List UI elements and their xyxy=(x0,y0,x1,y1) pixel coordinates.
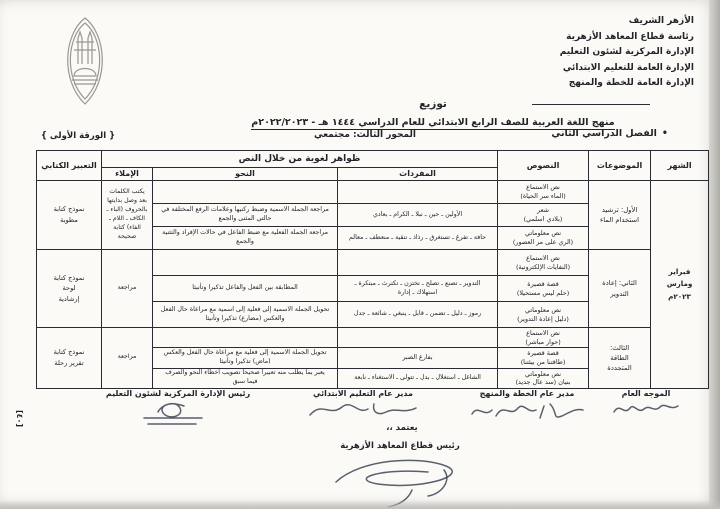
scan-edge-shadow xyxy=(709,0,720,509)
text-type: نص معلوماتي xyxy=(525,305,562,314)
writing-cell: نموذج كتابة تقرير رحلة xyxy=(37,328,102,389)
text-cell xyxy=(498,348,589,368)
scan-edge-shadow xyxy=(0,500,720,509)
approver-title: رئيس قطاع المعاهد الأزهرية xyxy=(340,441,460,451)
text-type: شعر xyxy=(537,206,550,215)
text-cell xyxy=(498,181,589,204)
al-azhar-emblem-icon xyxy=(54,16,116,106)
signature-block-primary-education-director xyxy=(288,389,438,423)
month-cell: فبراير ومارس ٢٠٢٣م xyxy=(651,181,709,389)
grammar-cell: مراجعة الجملة الاسمية وضبط ركنيها وعلامات الرفع المختلفة في حالتي المثنى والجمع xyxy=(153,204,338,227)
col-header-dictation: الإملاء xyxy=(102,168,153,181)
table-row xyxy=(37,328,709,348)
writing-cell: نموذج كتابة مطوية xyxy=(37,181,102,250)
text-cell xyxy=(498,250,589,276)
text-type: قصة قصيرة xyxy=(527,279,559,288)
col-header-month: الشهر xyxy=(651,151,709,181)
col-header-phenomena: ظواهر لغوية من خلال النص xyxy=(102,151,498,168)
table-row xyxy=(37,181,709,204)
text-type: نص معلوماتي xyxy=(525,369,562,378)
text-title: (الماء سر الحياة) xyxy=(520,192,566,200)
signature-block-central-administration-head xyxy=(78,389,278,429)
signature-icon xyxy=(132,399,224,429)
signature-title: مدير عام الخطة والمنهج xyxy=(479,389,575,398)
axis-label: المحور الثالث: مجتمعي xyxy=(313,130,417,140)
text-title: (دليل إعادة التدوير) xyxy=(517,314,569,323)
page-number-text: [٤٠] xyxy=(14,409,24,428)
signature-title: مدير عام التعليم الابتدائي xyxy=(312,389,413,398)
text-type: نص معلوماتي xyxy=(525,229,562,238)
dictation-cell: مراجعة xyxy=(102,328,153,389)
vocab-cell: التدوير ـ تصنع ـ تصلح ـ تختزن ـ تكترث ـ مبتكرة ـ استهلاك ـ إدارة xyxy=(338,276,498,302)
col-header-vocab: المفردات xyxy=(338,168,498,181)
text-title: (الري على مر العصور) xyxy=(512,238,574,246)
page-number xyxy=(12,406,26,446)
col-header-writing: التعبير الكتابي xyxy=(37,151,102,181)
signature-block-general-supervisor xyxy=(606,389,686,419)
col-header-grammar: النحو xyxy=(153,168,338,181)
text-cell xyxy=(498,227,589,250)
grammar-cell xyxy=(153,328,338,348)
semester-label xyxy=(551,128,668,139)
curriculum-table xyxy=(36,150,709,389)
text-title: (طاقتنا من بيئتنا) xyxy=(520,357,566,366)
col-header-texts: النصوص xyxy=(498,151,589,181)
letterhead-line: الإدارة العامة للخطة والمنهج xyxy=(568,78,694,88)
text-title: (حوار مباشر) xyxy=(525,337,561,346)
text-cell xyxy=(498,204,589,227)
text-title: (النفايات الإلكترونية) xyxy=(515,262,571,271)
signature-title: الموجه العام xyxy=(621,389,671,398)
bullet-icon: • xyxy=(661,128,668,139)
topic-cell: الثالث: الطاقة المتجددة xyxy=(589,328,651,389)
vocab-cell: حافة ـ تفرغ ـ تستغرق ـ رذاذ ـ تنقية ـ منعطف ـ معالم xyxy=(338,227,498,250)
signature-icon xyxy=(466,399,588,423)
grammar-cell: المطابقة بين الفعل والفاعل تذكيرا وتأنيثا xyxy=(153,276,338,302)
signature-icon xyxy=(610,399,682,419)
grammar-cell: يعبر بما يطلب منه تعبيرا صحيحا تصويب أخطاء النحو والصرف فيما سبق xyxy=(153,368,338,388)
vocab-cell: بفارغ الصبر xyxy=(338,348,498,368)
topic-cell: الثاني: إعادة التدوير xyxy=(589,250,651,328)
col-header-topics: الموضوعات xyxy=(589,151,651,181)
vocab-cell xyxy=(338,328,498,348)
grammar-cell: مراجعة الجملة الفعلية مع ضبط الفاعل في حالات الإفراد والتثنية والجمع xyxy=(153,227,338,250)
document-title xyxy=(150,98,716,130)
grammar-cell: تحويل الجملة الاسمية إلى فعلية إلى اسمية مع مراعاة حال الفعل والعكس (مضارع) تذكيرا وتأنيثا xyxy=(153,302,338,328)
letterhead-line: الإدارة المركزية لشئون التعليم xyxy=(559,47,694,57)
dictation-cell: مراجعة xyxy=(102,250,153,328)
semester-text: الفصل الدراسي الثاني xyxy=(551,128,657,139)
text-title: (بلادي اسلمي) xyxy=(523,215,563,223)
vocab-cell xyxy=(338,181,498,204)
table-row xyxy=(37,250,709,276)
text-cell xyxy=(498,368,589,388)
vocab-cell: الأولين ـ حين ـ نبلا ـ الكرام ـ بعادي xyxy=(338,204,498,227)
text-type: قصة قصيرة xyxy=(527,349,559,358)
text-type: نص الاستماع xyxy=(526,253,560,262)
sheet-label: { الورقة الأولى } xyxy=(40,131,116,141)
letterhead xyxy=(560,14,694,92)
signature-title: رئيس الإدارة المركزية لشئون التعليم xyxy=(105,389,251,398)
vocab-cell: رموز ـ دليل ـ تضمن ـ قابل ـ ينبغي ـ شائعة ـ جدل xyxy=(338,302,498,328)
grammar-cell xyxy=(153,181,338,204)
letterhead-line: الإدارة العامة للتعليم الابتدائي xyxy=(562,62,694,73)
title-main: منهج اللغة العربية للصف الرابع الابتدائي للعام الدراسي ١٤٤٤ هـ - ٢٠٢٢/٢٠٢٣م xyxy=(251,117,615,128)
title-word: توزيع xyxy=(419,98,447,110)
text-cell xyxy=(498,302,589,328)
approval-label: يعتمد ،، xyxy=(386,423,418,433)
signature-icon xyxy=(302,399,424,423)
grammar-cell xyxy=(153,250,338,276)
letterhead-line: رئاسة قطاع المعاهد الأزهرية xyxy=(566,31,694,42)
dictation-cell: يكتب الكلمات بعد وصل بدايتها بالحروف (الباء ـ الكاف ـ اللام ـ الفاء) كتابة صحيحة xyxy=(102,181,153,250)
text-type: نص الاستماع xyxy=(526,329,560,337)
topic-cell: الأول: ترشيد استخدام الماء xyxy=(589,181,651,250)
vocab-cell xyxy=(338,250,498,276)
text-title: (حلم ليس مستحيلا) xyxy=(516,288,570,297)
text-type: نص الاستماع xyxy=(526,183,560,192)
text-cell xyxy=(498,328,589,348)
vocab-cell: الشاغل ـ استغلال ـ بدل ـ تتولى ـ الاستغناء ـ نابعة xyxy=(338,368,498,388)
text-title: بنيان (سد عال جديد) xyxy=(515,378,571,387)
grammar-cell: تحويل الجملة الاسمية إلى فعلية مع مراعاة حال الفعل والعكس (ماض) تذكيرا وتأنيثا xyxy=(153,348,338,368)
letterhead-line: الأزهر الشريف xyxy=(628,16,694,26)
writing-cell: نموذج كتابة لوحة إرشادية xyxy=(37,250,102,328)
signature-block-plan-director xyxy=(452,389,602,423)
text-cell xyxy=(498,276,589,302)
